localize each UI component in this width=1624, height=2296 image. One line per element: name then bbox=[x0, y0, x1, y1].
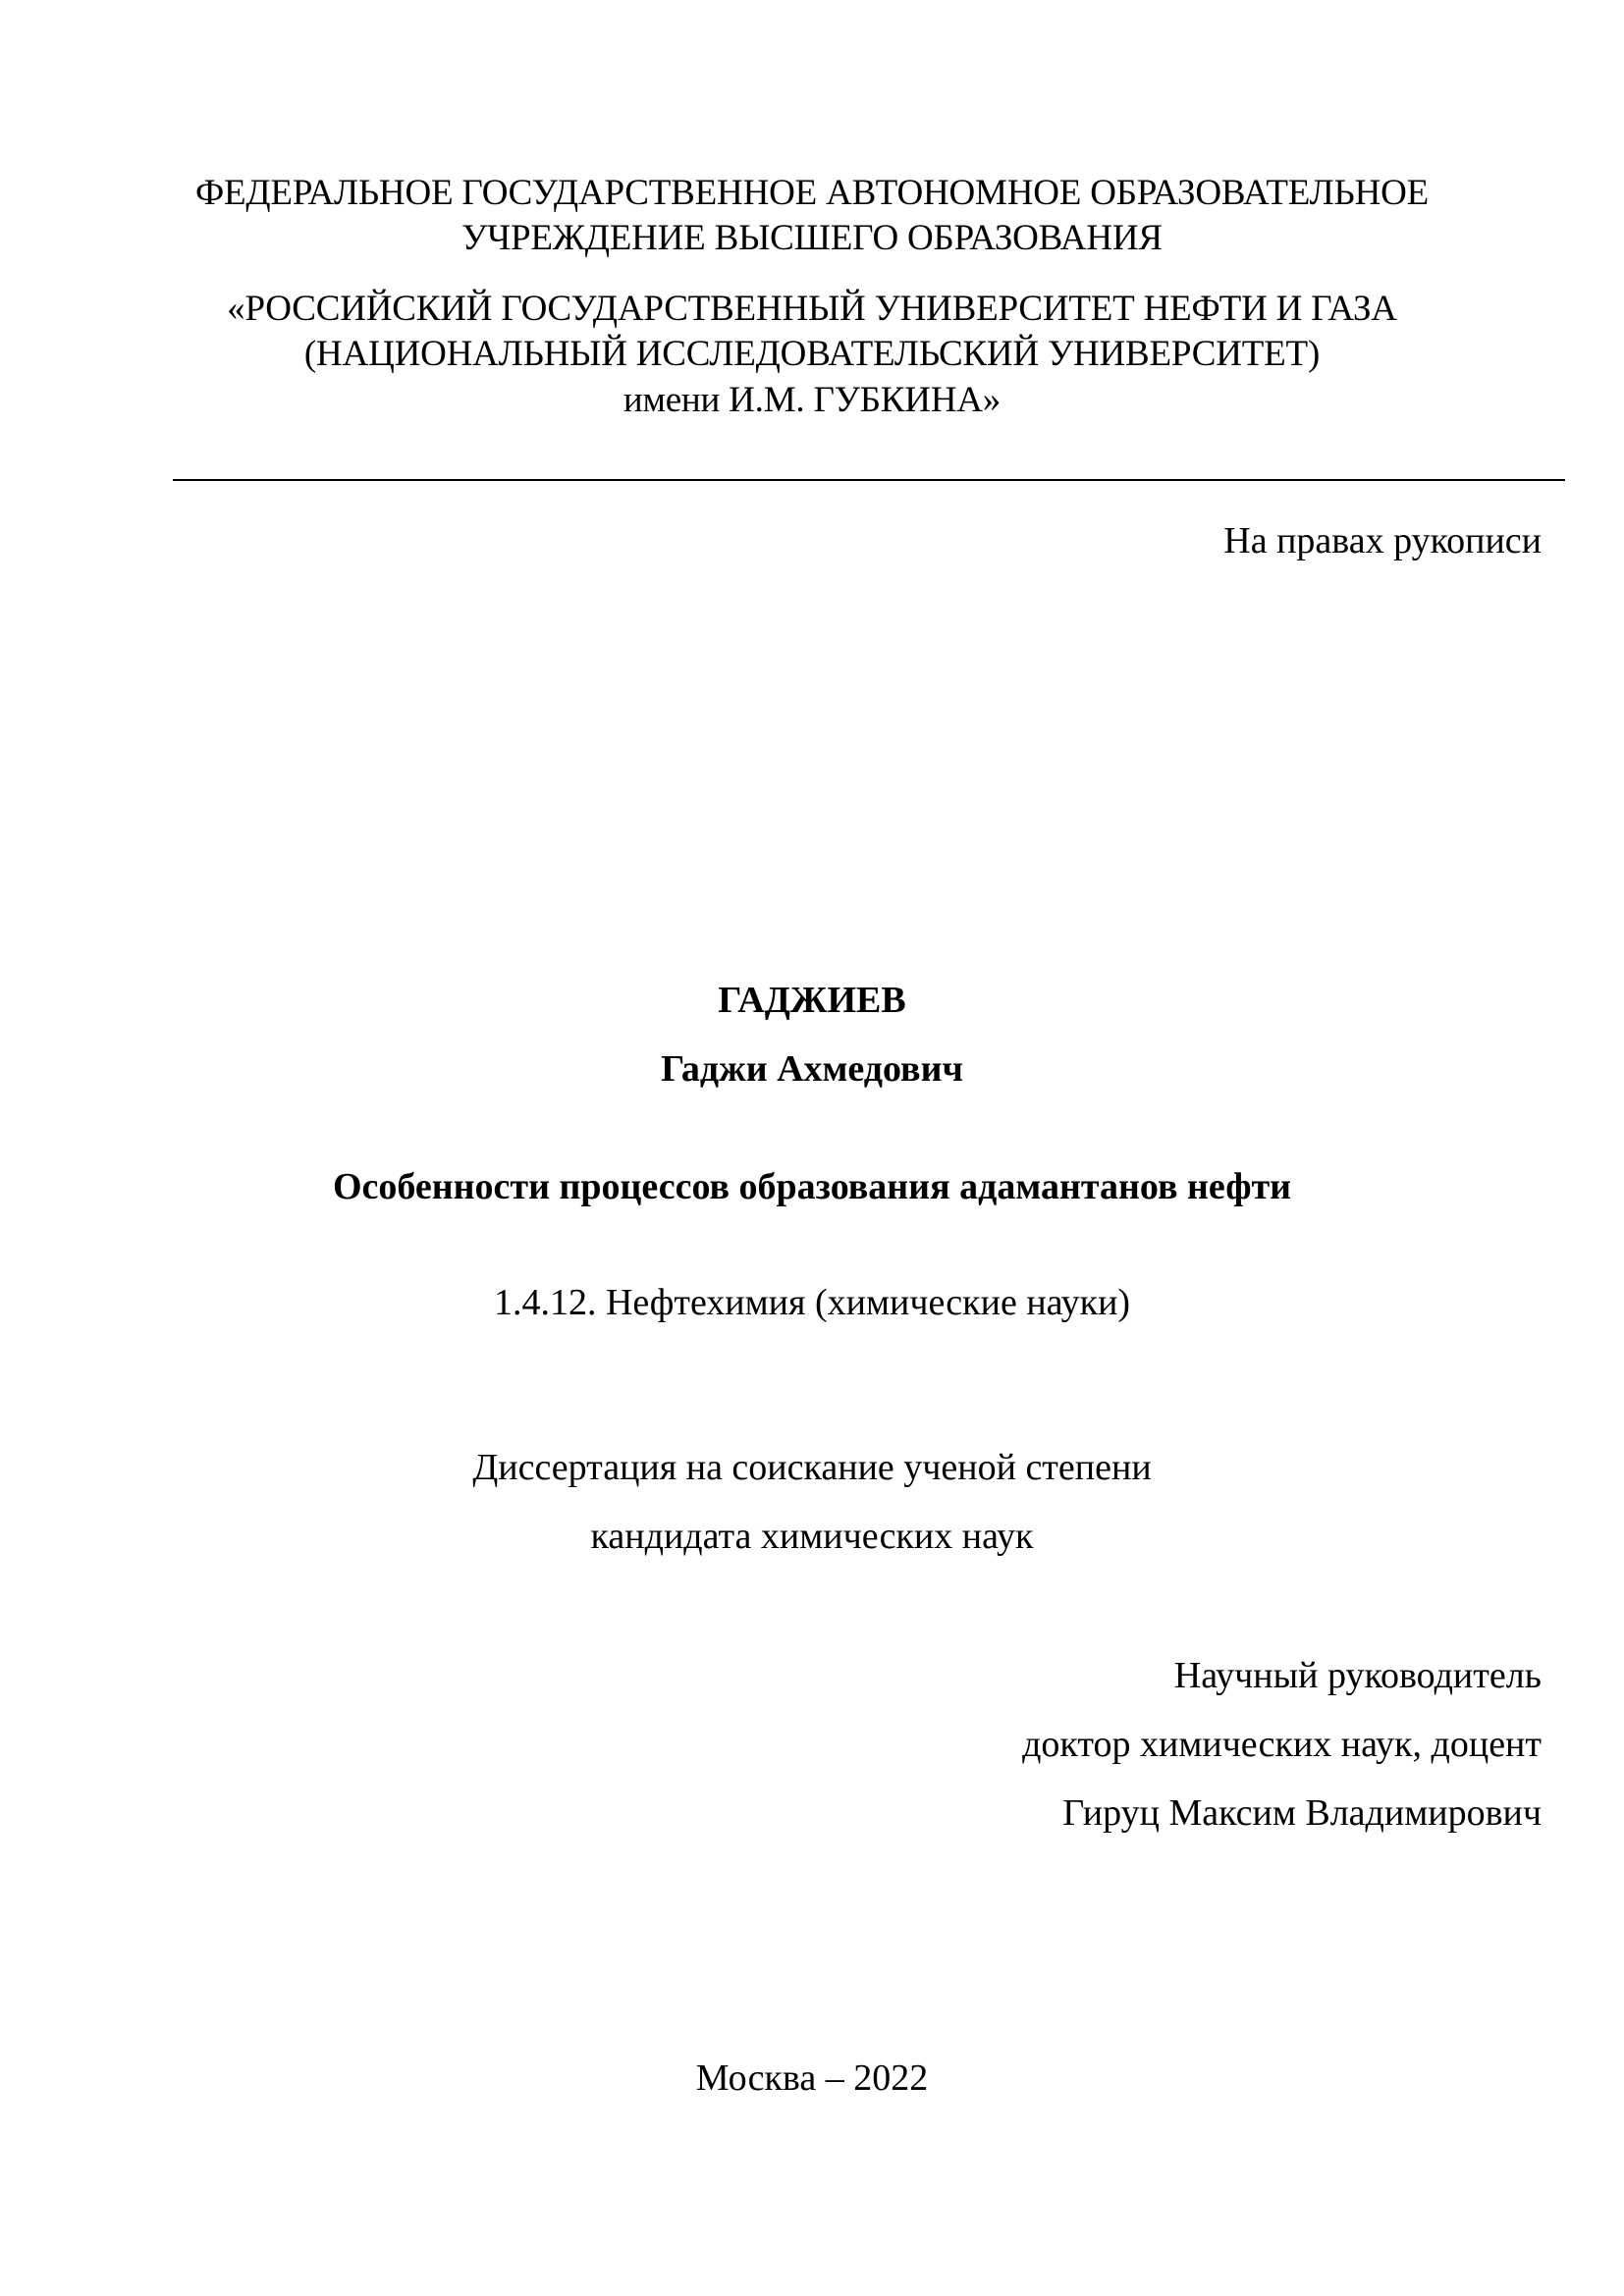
supervisor-label: Научный руководитель bbox=[1173, 1655, 1542, 1696]
institution-line-2: УЧРЕЖДЕНИЕ ВЫСШЕГО ОБРАЗОВАНИЯ bbox=[461, 218, 1163, 258]
degree-line-2: кандидата химических наук bbox=[590, 1516, 1034, 1557]
supervisor-title: доктор химических наук, доцент bbox=[1022, 1724, 1542, 1765]
thesis-specialty: 1.4.12. Нефтехимия (химические науки) bbox=[493, 1282, 1131, 1323]
supervisor-name: Гируц Максим Владимирович bbox=[1062, 1792, 1542, 1834]
university-line-1: «РОССИЙСКИЙ ГОСУДАРСТВЕННЫЙ УНИВЕРСИТЕТ НЕФТИ И ГАЗА bbox=[227, 289, 1397, 329]
institution-line-1: ФЕДЕРАЛЬНОЕ ГОСУДАРСТВЕННОЕ АВТОНОМНОЕ ОБРАЗОВАТЕЛЬНОЕ bbox=[194, 173, 1430, 213]
university-line-2: (НАЦИОНАЛЬНЫЙ ИССЛЕДОВАТЕЛЬСКИЙ УНИВЕРСИТЕТ) bbox=[303, 334, 1321, 374]
university-line-3: имени И.М. ГУБКИНА» bbox=[623, 380, 1001, 420]
degree-line-1: Диссертация на соискание ученой степени bbox=[472, 1447, 1152, 1488]
thesis-title: Особенности процессов образования адамантанов нефти bbox=[332, 1166, 1292, 1207]
author-surname: ГАДЖИЕВ bbox=[718, 980, 906, 1021]
header-divider bbox=[173, 479, 1565, 481]
author-given-names: Гаджи Ахмедович bbox=[661, 1048, 963, 1090]
manuscript-note: На правах рукописи bbox=[1223, 520, 1542, 561]
city-year: Москва – 2022 bbox=[695, 2057, 929, 2099]
